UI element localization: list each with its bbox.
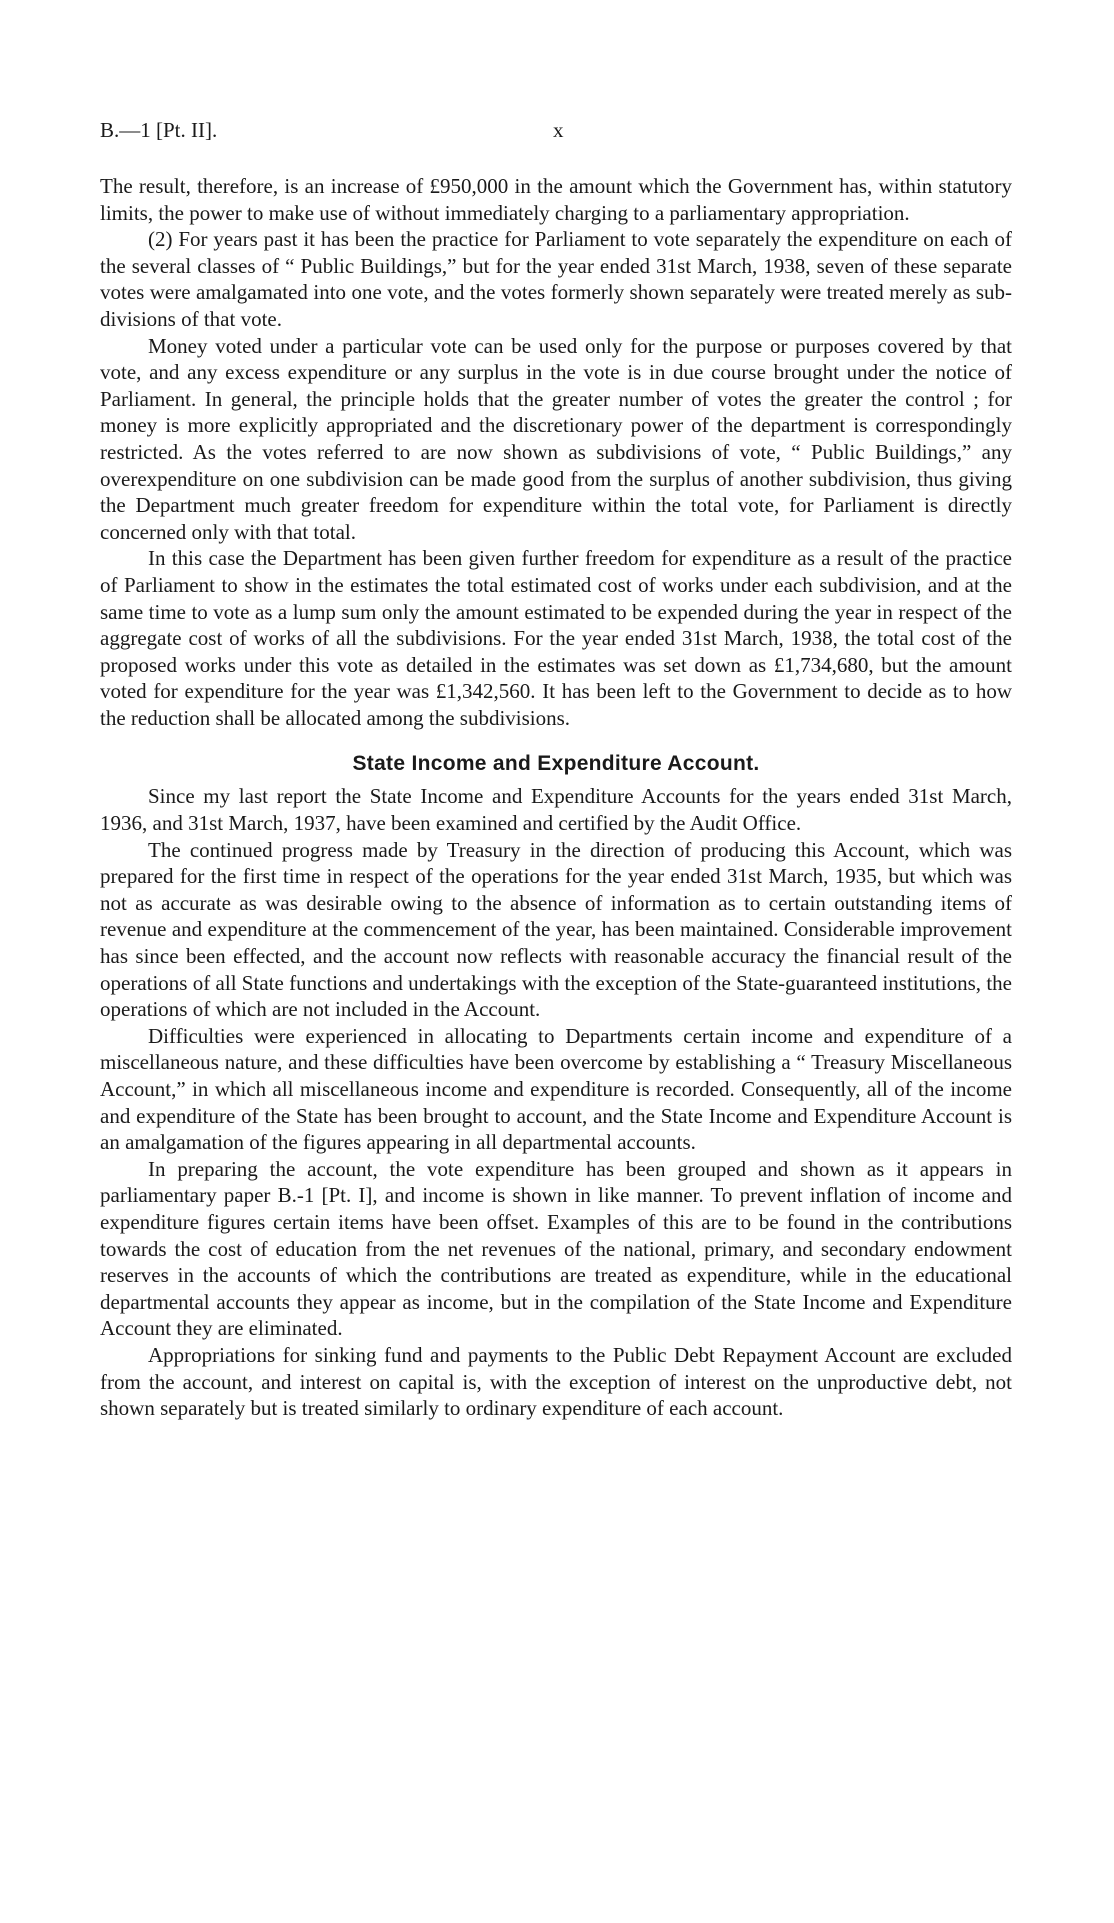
- paragraph-treasury-progress: The continued progress made by Treasury in the direction of producing this Account, which was prepared for the first time in respect of the operations for the year ended 31st March, 1935, but which was not as accurate as was desirable owing to the absence of information as to certain outstanding items of revenue and expenditure at the commencement of the year, has been maintained. Considerable improvement has since been effected, and the account now reflects with reasonable accuracy the financial result of the operations of all State functions and undertakings with the exception of the State-guaranteed institutions, the operations of which are not included in the Account.: [100, 837, 1012, 1022]
- paragraph-department-freedom: In this case the Department has been given further freedom for expenditure as a result of the practice of Parliament to show in the estimates the total estimated cost of works under each subdivision, and at the same time to vote as a lump sum only the amount estimated to be expended during the year in respect of the aggregate cost of works of all the subdivisions. For the year ended 31st March, 1938, the total cost of the proposed works under this vote as detailed in the estimates was set down as £1,734,680, but the amount voted for expenditure for the year was £1,342,560. It has been left to the Government to decide as to how the reduction shall be allocated among the subdivisions.: [100, 546, 1012, 730]
- paragraph-money-voted: Money voted under a particular vote can be used only for the purpose or purposes covered by that vote, and any excess expenditure or any surplus in the vote is in due course brought under the notice of Parliament. In general, the principle holds that the greater number of votes the greater the control ; for money is more explicitly appropriated and the discretionary power of the department is correspondingly restricted. As the votes referred to are now shown as subdivisions of vote, “ Public Buildings,” any overexpenditure on one subdivision can be made good from the surplus of another subdivision, thus giving the Department much greater freedom for expenditure within the total vote, for Parliament is directly concerned only with that total.: [100, 333, 1012, 544]
- section-heading: State Income and Expenditure Account.: [352, 752, 760, 776]
- paragraph-accounts-certified: Since my last report the State Income and Expenditure Accounts for the years ended 31st March, 1936, and 31st March, 1937, have been examined and certified by the Audit Office.: [100, 784, 1012, 836]
- paragraph-preparing-account: In preparing the account, the vote expenditure has been grouped and shown as it appears in parliamentary paper B.-1 [Pt. I], and income is shown in like manner. To prevent inflation of income and expenditure figures certain items have been offset. Examples of this are to be found in the contributions towards the cost of education from the net revenues of the national, primary, and secondary endowment reserves in the accounts of which the contributions are treated as expenditure, while in the educational departmental accounts they appear as income, but in the compilation of the State Income and Expenditure Account they are eliminated.: [100, 1156, 1012, 1341]
- paragraph-sinking-fund: Appropriations for sinking fund and payments to the Public Debt Repayment Account are excluded from the account, and interest on capital is, with the exception of interest on the unproductive debt, not shown separately but is treated similarly to ordinary expenditure of each account.: [100, 1342, 1012, 1421]
- paragraph-miscellaneous-account: Difficulties were experienced in allocating to Departments certain income and expenditure of a miscellaneous nature, and these difficulties have been overcome by establishing a “ Treasury Miscellaneous Account,” in which all miscellaneous income and expenditure is recorded. Consequently, all of the income and expenditure of the State has been brought to account, and the State Income and Expenditure Account is an amalgamation of the figures appearing in all departmental accounts.: [100, 1023, 1012, 1155]
- body-text: [100, 173, 1012, 1422]
- paper-reference: B.—1 [Pt. II].: [100, 118, 218, 142]
- running-head: [100, 118, 1040, 148]
- paragraph-result-increase: The result, therefore, is an increase of £950,000 in the amount which the Government has, within statutory limits, the power to make use of without immediately charging to a parliamentary appropriation.: [100, 174, 1012, 225]
- paragraph-public-buildings-votes: (2) For years past it has been the practice for Parliament to vote separately the expenditure on each of the several classes of “ Public Buildings,” but for the year ended 31st March, 1938, seven of these separate votes were amalgamated into one vote, and the votes formerly shown separately were treated merely as subdivisions of that vote.: [100, 227, 1012, 331]
- page-number: x: [553, 118, 564, 142]
